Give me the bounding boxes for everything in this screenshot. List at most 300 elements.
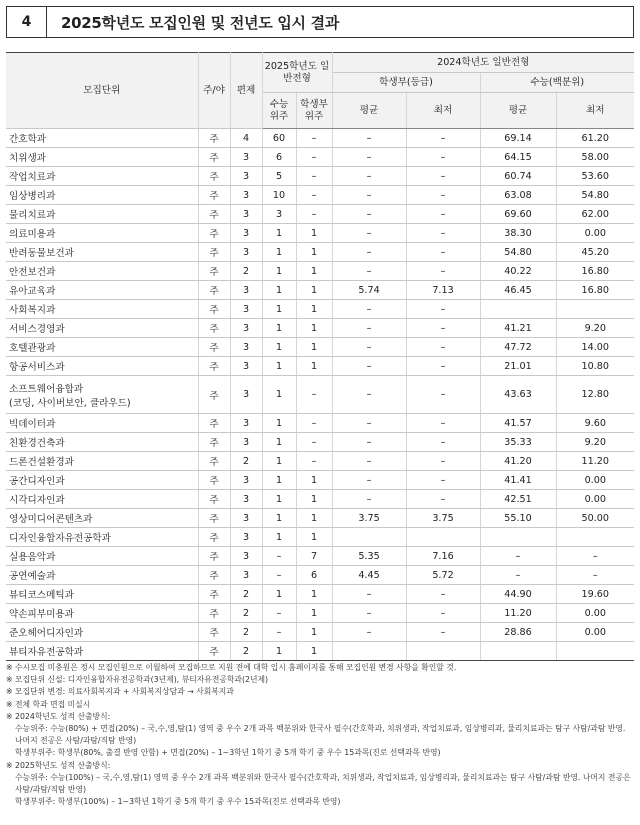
cell-h25: 6 [296, 566, 332, 585]
cell-sMin: 9.60 [556, 414, 634, 433]
cell-dept [6, 129, 198, 148]
cell-sMin [556, 642, 634, 661]
cell-s25: – [262, 623, 296, 642]
dept-name: 작업치료과 [9, 172, 56, 183]
dept-name: 사회복지과 [9, 305, 56, 316]
cell-dn: 주 [198, 129, 230, 148]
cell-dept [6, 547, 198, 566]
cell-dept [6, 205, 198, 224]
cell-dn: 주 [198, 319, 230, 338]
cell-dept [6, 414, 198, 433]
table-row [6, 243, 634, 262]
footnote-line: 학생부위주: 학생부(100%) – 1~3학년 1학기 중 5개 학기 중 우수 15과목(진로 선택과목 반영) [15, 797, 341, 807]
header-2024: 2024학년도 일반전형 [332, 53, 634, 73]
cell-hMin [406, 528, 480, 547]
cell-dn: 주 [198, 642, 230, 661]
table-row [6, 471, 634, 490]
cell-hMin: – [406, 148, 480, 167]
cell-hAvg: – [332, 414, 406, 433]
section-number: 4 [7, 7, 47, 37]
table-row [6, 186, 634, 205]
footnote-line: ※ 모집단위 변경: 의료사회복지과 + 사회복지상담과 → 사회복지과 [6, 687, 234, 697]
cell-sMin: 0.00 [556, 471, 634, 490]
cell-sMin: 61.20 [556, 129, 634, 148]
cell-hMin: – [406, 338, 480, 357]
cell-yr: 3 [230, 433, 262, 452]
footnote-line: ※ 2025학년도 성적 산출방식: [6, 760, 111, 770]
dept-subname: (코딩, 사이버보안, 클라우드) [9, 397, 131, 409]
footnote-line: ※ 모집단위 신설: 디자인융합자유전공학과(3년제), 뷰티자유전공학과(2년제) [6, 675, 269, 685]
cell-yr: 3 [230, 490, 262, 509]
table-row [6, 262, 634, 281]
cell-dept [6, 623, 198, 642]
cell-sMin: 50.00 [556, 509, 634, 528]
cell-h25: 1 [296, 642, 332, 661]
cell-hMin: – [406, 319, 480, 338]
cell-dept [6, 604, 198, 623]
header-program: 편제 [230, 53, 262, 129]
cell-hMin: – [406, 414, 480, 433]
cell-sAvg: 63.08 [480, 186, 556, 205]
cell-h25: – [296, 376, 332, 414]
cell-sAvg: 69.60 [480, 205, 556, 224]
cell-dn: 주 [198, 262, 230, 281]
cell-hMin: – [406, 167, 480, 186]
cell-dn: 주 [198, 148, 230, 167]
table-row [6, 205, 634, 224]
cell-hAvg: – [332, 186, 406, 205]
cell-sAvg: 44.90 [480, 585, 556, 604]
table-row [6, 300, 634, 319]
cell-h25: 1 [296, 281, 332, 300]
cell-sAvg: 47.72 [480, 338, 556, 357]
dept-name: 시각디자인과 [9, 495, 65, 506]
cell-hMin: – [406, 186, 480, 205]
table-row [6, 414, 634, 433]
cell-h25: – [296, 433, 332, 452]
cell-yr: 2 [230, 262, 262, 281]
dept-name: 실용음악과 [9, 552, 56, 563]
footnote-line: 수능위주: 수능(100%) – 국,수,영,탐(1) 영역 중 우수 2개 과목 백분위와 한국사 필수(간호학과, 치위생과, 작업치료과, 임상병리과, 물리치료과는 탐구 사탐/과탐 반영. 나머지 전공은 사탐/과탐/직탐 반영) [15, 772, 631, 795]
cell-hAvg: – [332, 604, 406, 623]
table-row [6, 585, 634, 604]
cell-h25: 1 [296, 623, 332, 642]
cell-s25: 3 [262, 205, 296, 224]
cell-hMin: – [406, 224, 480, 243]
dept-name: 임상병리과 [9, 191, 56, 202]
cell-s25: – [262, 566, 296, 585]
cell-s25: 1 [262, 338, 296, 357]
cell-hAvg: 3.75 [332, 509, 406, 528]
dept-name: 항공서비스과 [9, 362, 65, 373]
cell-s25: 1 [262, 357, 296, 376]
dept-name: 뷰티자유전공학과 [9, 647, 84, 658]
cell-sAvg: 54.80 [480, 243, 556, 262]
cell-sMin: – [556, 566, 634, 585]
cell-hMin [406, 642, 480, 661]
cell-dn: 주 [198, 205, 230, 224]
cell-yr: 4 [230, 129, 262, 148]
cell-h25: 1 [296, 338, 332, 357]
dept-name: 준오헤어디자인과 [9, 628, 84, 639]
cell-dept [6, 148, 198, 167]
cell-sMin: 54.80 [556, 186, 634, 205]
cell-h25: – [296, 148, 332, 167]
dept-name: 공연예술과 [9, 571, 56, 582]
cell-dept [6, 338, 198, 357]
cell-hMin: – [406, 604, 480, 623]
header-day-night: 주/야 [198, 53, 230, 129]
cell-hMin: – [406, 471, 480, 490]
cell-yr: 3 [230, 205, 262, 224]
cell-s25: 60 [262, 129, 296, 148]
cell-s25: 6 [262, 148, 296, 167]
cell-s25: – [262, 604, 296, 623]
cell-sMin: 0.00 [556, 623, 634, 642]
cell-sAvg [480, 300, 556, 319]
cell-h25: – [296, 414, 332, 433]
cell-yr: 3 [230, 300, 262, 319]
cell-hAvg: – [332, 376, 406, 414]
header-suneung-main: 수능 위주 [262, 93, 296, 129]
cell-sMin: 9.20 [556, 319, 634, 338]
table-row [6, 281, 634, 300]
cell-h25: 1 [296, 509, 332, 528]
cell-yr: 3 [230, 566, 262, 585]
table-row [6, 376, 634, 414]
cell-dn: 주 [198, 471, 230, 490]
dept-name: 안전보건과 [9, 267, 56, 278]
dept-name: 드론건설환경과 [9, 457, 74, 468]
cell-sAvg: 55.10 [480, 509, 556, 528]
cell-yr: 2 [230, 452, 262, 471]
cell-sAvg: 42.51 [480, 490, 556, 509]
cell-dept [6, 281, 198, 300]
cell-h25: – [296, 129, 332, 148]
cell-dn: 주 [198, 566, 230, 585]
footnote-line: ※ 2024학년도 성적 산출방식: [6, 711, 111, 721]
cell-s25: 1 [262, 471, 296, 490]
table-row [6, 338, 634, 357]
cell-hMin: – [406, 129, 480, 148]
dept-name: 빅데이터과 [9, 419, 56, 430]
cell-hMin: – [406, 357, 480, 376]
table-row [6, 509, 634, 528]
cell-hMin: 5.72 [406, 566, 480, 585]
cell-s25: 1 [262, 414, 296, 433]
cell-h25: – [296, 167, 332, 186]
cell-sAvg: – [480, 566, 556, 585]
header-school-min: 최저 [406, 93, 480, 129]
cell-sMin: 11.20 [556, 452, 634, 471]
dept-name: 공간디자인과 [9, 476, 65, 487]
dept-name: 반려동물보건과 [9, 248, 74, 259]
cell-dn: 주 [198, 547, 230, 566]
cell-sAvg: 11.20 [480, 604, 556, 623]
cell-s25: 5 [262, 167, 296, 186]
cell-sMin: – [556, 547, 634, 566]
cell-h25: 1 [296, 262, 332, 281]
cell-yr: 3 [230, 319, 262, 338]
cell-h25: 7 [296, 547, 332, 566]
cell-hAvg: – [332, 585, 406, 604]
cell-sMin: 9.20 [556, 433, 634, 452]
cell-yr: 3 [230, 338, 262, 357]
cell-s25: 1 [262, 262, 296, 281]
cell-h25: 1 [296, 585, 332, 604]
dept-name: 호텔관광과 [9, 343, 56, 354]
cell-yr: 2 [230, 604, 262, 623]
cell-yr: 3 [230, 414, 262, 433]
cell-sMin: 53.60 [556, 167, 634, 186]
dept-name: 물리치료과 [9, 210, 56, 221]
cell-dept [6, 566, 198, 585]
dept-name: 친환경건축과 [9, 438, 65, 449]
cell-dn: 주 [198, 604, 230, 623]
cell-hAvg: – [332, 243, 406, 262]
footnote-line: 수능위주: 수능(80%) + 면접(20%) – 국,수,영,탐(1) 영역 중 우수 2개 과목 백분위와 한국사 필수(간호학과, 치위생과, 작업치료과, 임상병리과, 물리치료과는 탐구 사탐/과탐 반영. 나머지 전공은 사탐/과탐/직탐 반영) [15, 724, 626, 746]
cell-yr: 3 [230, 243, 262, 262]
table-row [6, 604, 634, 623]
cell-hAvg: – [332, 300, 406, 319]
cell-h25: – [296, 186, 332, 205]
cell-yr: 3 [230, 167, 262, 186]
cell-sMin: 10.80 [556, 357, 634, 376]
dept-name: 약손피부미용과 [9, 609, 74, 620]
cell-hAvg: 5.74 [332, 281, 406, 300]
dept-name: 간호학과 [9, 134, 47, 145]
cell-hAvg: – [332, 129, 406, 148]
cell-sAvg [480, 528, 556, 547]
cell-sMin: 12.80 [556, 376, 634, 414]
dept-name: 서비스경영과 [9, 324, 65, 335]
dept-name: 치위생과 [9, 153, 47, 164]
cell-hAvg [332, 642, 406, 661]
table-row [6, 623, 634, 642]
cell-hMin: 7.13 [406, 281, 480, 300]
cell-sAvg: – [480, 547, 556, 566]
header-school-main: 학생부 위주 [296, 93, 332, 129]
dept-name: 디자인융합자유전공학과 [9, 533, 111, 544]
dept-name: 영상미디어콘텐츠과 [9, 514, 93, 525]
cell-sAvg: 60.74 [480, 167, 556, 186]
cell-dept [6, 490, 198, 509]
cell-dn: 주 [198, 186, 230, 205]
cell-sMin: 0.00 [556, 224, 634, 243]
cell-hMin: – [406, 300, 480, 319]
header-dept: 모집단위 [6, 53, 198, 129]
cell-h25: 1 [296, 528, 332, 547]
cell-sMin: 0.00 [556, 604, 634, 623]
cell-dept [6, 262, 198, 281]
cell-sMin: 62.00 [556, 205, 634, 224]
cell-dept [6, 357, 198, 376]
cell-dn: 주 [198, 585, 230, 604]
cell-h25: 1 [296, 224, 332, 243]
table-row [6, 224, 634, 243]
cell-hMin: 7.16 [406, 547, 480, 566]
cell-sAvg [480, 642, 556, 661]
cell-dept [6, 319, 198, 338]
cell-s25: 1 [262, 528, 296, 547]
cell-s25: 1 [262, 490, 296, 509]
footnote-line: ※ 수시모집 미충원은 정시 모집인원으로 이월하여 모집하므로 지원 전에 대학 입시 홈페이지를 통해 모집인원 변경 사항을 확인할 것. [6, 663, 457, 672]
cell-sMin [556, 528, 634, 547]
cell-dept [6, 186, 198, 205]
table-row [6, 642, 634, 661]
section-title-bar [6, 6, 634, 38]
cell-hMin: – [406, 623, 480, 642]
cell-hMin: 3.75 [406, 509, 480, 528]
cell-hMin: – [406, 376, 480, 414]
cell-dept [6, 585, 198, 604]
cell-h25: – [296, 452, 332, 471]
cell-sMin [556, 300, 634, 319]
cell-s25: 1 [262, 300, 296, 319]
cell-dept [6, 528, 198, 547]
table-row [6, 167, 634, 186]
cell-h25: 1 [296, 300, 332, 319]
cell-dn: 주 [198, 433, 230, 452]
cell-sMin: 16.80 [556, 281, 634, 300]
cell-sAvg: 69.14 [480, 129, 556, 148]
cell-sAvg: 38.30 [480, 224, 556, 243]
cell-s25: 1 [262, 585, 296, 604]
cell-hAvg: – [332, 357, 406, 376]
footnote-line: 학생부위주: 학생부(80%, 출결 반영 안함) + 면접(20%) – 1~3학년 1학기 중 5개 학기 중 우수 15과목(진로 선택과목 반영) [15, 748, 441, 758]
cell-hAvg: – [332, 262, 406, 281]
cell-s25: 1 [262, 642, 296, 661]
cell-dept [6, 509, 198, 528]
dept-name: 뷰티코스메틱과 [9, 590, 74, 601]
cell-s25: 1 [262, 319, 296, 338]
cell-hAvg: – [332, 224, 406, 243]
cell-s25: 1 [262, 281, 296, 300]
cell-dn: 주 [198, 167, 230, 186]
cell-hAvg: – [332, 471, 406, 490]
cell-hMin: – [406, 452, 480, 471]
cell-dept [6, 376, 198, 414]
header-suneung-min: 최저 [556, 93, 634, 129]
cell-yr: 3 [230, 281, 262, 300]
cell-sAvg: 28.86 [480, 623, 556, 642]
header-school-grade: 학생부(등급) [332, 73, 480, 93]
cell-sMin: 45.20 [556, 243, 634, 262]
cell-yr: 2 [230, 642, 262, 661]
table-row [6, 148, 634, 167]
cell-dn: 주 [198, 357, 230, 376]
cell-s25: 1 [262, 433, 296, 452]
cell-dn: 주 [198, 509, 230, 528]
cell-dn: 주 [198, 376, 230, 414]
cell-dept [6, 300, 198, 319]
cell-s25: – [262, 547, 296, 566]
cell-yr: 3 [230, 148, 262, 167]
cell-dn: 주 [198, 281, 230, 300]
cell-hMin: – [406, 243, 480, 262]
header-suneung-avg: 평균 [480, 93, 556, 129]
cell-sAvg: 41.57 [480, 414, 556, 433]
cell-sMin: 58.00 [556, 148, 634, 167]
header-2025: 2025학년도 일반전형 [262, 53, 332, 93]
page-title: 2025학년도 모집인원 및 전년도 입시 결과 [61, 13, 340, 32]
cell-yr: 3 [230, 547, 262, 566]
cell-h25: – [296, 205, 332, 224]
cell-dn: 주 [198, 338, 230, 357]
cell-sAvg: 35.33 [480, 433, 556, 452]
admission-results-table [6, 52, 634, 661]
cell-dept [6, 471, 198, 490]
table-row [6, 319, 634, 338]
table-row [6, 129, 634, 148]
table-row [6, 452, 634, 471]
cell-hAvg: – [332, 490, 406, 509]
cell-s25: 10 [262, 186, 296, 205]
cell-hAvg: – [332, 148, 406, 167]
cell-hAvg: 4.45 [332, 566, 406, 585]
cell-sAvg: 21.01 [480, 357, 556, 376]
cell-dept [6, 224, 198, 243]
cell-sAvg: 41.41 [480, 471, 556, 490]
cell-s25: 1 [262, 224, 296, 243]
dept-name: 소프트웨어융합과 [9, 383, 84, 395]
cell-sMin: 14.00 [556, 338, 634, 357]
cell-hMin: – [406, 490, 480, 509]
cell-hMin: – [406, 205, 480, 224]
cell-dn: 주 [198, 490, 230, 509]
cell-hAvg: – [332, 338, 406, 357]
cell-sAvg: 41.20 [480, 452, 556, 471]
cell-h25: 1 [296, 471, 332, 490]
table-body [6, 129, 634, 661]
table-row [6, 566, 634, 585]
cell-yr: 2 [230, 623, 262, 642]
cell-s25: 1 [262, 243, 296, 262]
table-row [6, 490, 634, 509]
cell-dn: 주 [198, 623, 230, 642]
cell-s25: 1 [262, 509, 296, 528]
header-suneung-pct: 수능(백분위) [480, 73, 634, 93]
cell-h25: 1 [296, 243, 332, 262]
cell-hAvg: – [332, 167, 406, 186]
cell-yr: 3 [230, 471, 262, 490]
cell-dn: 주 [198, 528, 230, 547]
cell-h25: 1 [296, 357, 332, 376]
cell-s25: 1 [262, 376, 296, 414]
table-row [6, 547, 634, 566]
cell-dn: 주 [198, 224, 230, 243]
cell-sAvg: 64.15 [480, 148, 556, 167]
cell-hAvg: – [332, 205, 406, 224]
cell-dept [6, 167, 198, 186]
cell-yr: 3 [230, 186, 262, 205]
cell-dept [6, 452, 198, 471]
cell-dn: 주 [198, 243, 230, 262]
table-row [6, 528, 634, 547]
cell-dn: 주 [198, 452, 230, 471]
cell-s25: 1 [262, 452, 296, 471]
cell-dn: 주 [198, 300, 230, 319]
cell-hAvg: – [332, 623, 406, 642]
footnote-line: ※ 전체 학과 면접 미실시 [6, 699, 91, 709]
cell-hAvg: – [332, 319, 406, 338]
footnotes [6, 662, 634, 808]
cell-hMin: – [406, 262, 480, 281]
dept-name: 유아교육과 [9, 286, 56, 297]
cell-yr: 2 [230, 585, 262, 604]
cell-sAvg: 40.22 [480, 262, 556, 281]
cell-h25: 1 [296, 319, 332, 338]
